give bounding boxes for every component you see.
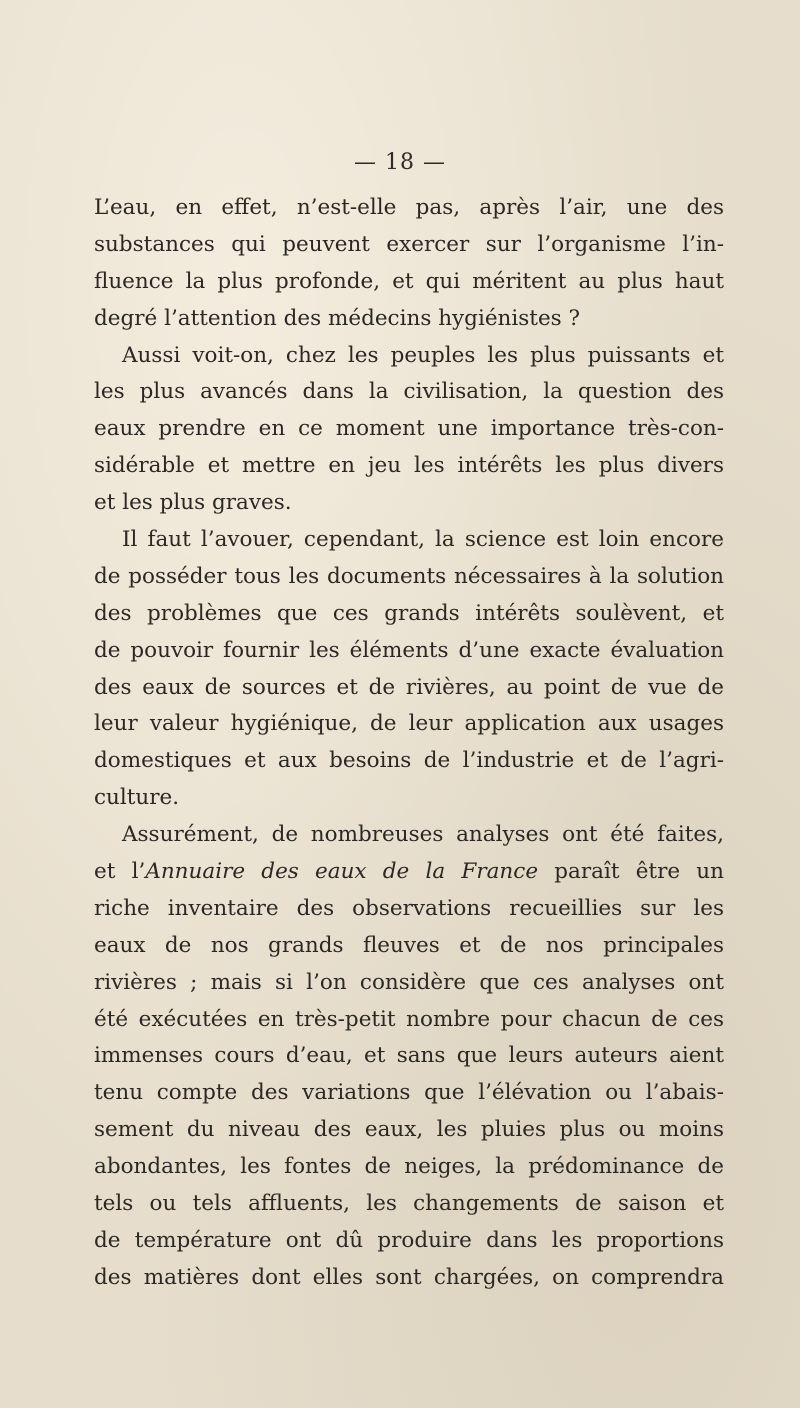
- text-line: sement du niveau des eaux, les pluies plus ou moins: [94, 1117, 724, 1143]
- text-line: des problèmes que ces grands intérêts soulèvent, et: [94, 600, 724, 626]
- text-line: Il faut l’avouer, cependant, la science est loin encore: [122, 527, 724, 553]
- text-fragment: paraît être un: [538, 859, 724, 885]
- text-line: tenu compte des variations que l’élévation ou l’abais-: [94, 1080, 724, 1106]
- text-line: leur valeur hygiénique, de leur application aux usages: [94, 711, 724, 737]
- text-line: domestiques et aux besoins de l’industrie et de l’agri-: [94, 748, 724, 774]
- text-line: culture.: [94, 785, 180, 811]
- book-title: Annuaire des eaux de la France: [145, 859, 539, 885]
- text-line: les plus avancés dans la civilisation, la question des: [94, 379, 724, 405]
- text-line: tels ou tels affluents, les changements de saison et: [94, 1191, 724, 1217]
- text-line: de pouvoir fournir les éléments d’une exacte évaluation: [94, 637, 724, 663]
- text-line: abondantes, les fontes de neiges, la prédominance de: [94, 1154, 724, 1180]
- text-line: eaux prendre en ce moment une importance très-con-: [94, 416, 724, 442]
- text-line: degré l’attention des médecins hygiénistes ?: [94, 305, 581, 331]
- text-line: fluence la plus profonde, et qui méritent au plus haut: [94, 268, 724, 294]
- text-line: Assurément, de nombreuses analyses ont été faites,: [122, 822, 724, 848]
- text-line: et les plus graves.: [94, 490, 292, 516]
- text-line: [94, 854, 724, 891]
- text-line: été exécutées en très-petit nombre pour chacun de ces: [94, 1006, 724, 1032]
- text-line: substances qui peuvent exercer sur l’organisme l’in-: [94, 231, 724, 257]
- text-line: de température ont dû produire dans les proportions: [94, 1227, 724, 1253]
- text-line: des eaux de sources et de rivières, au point de vue de: [94, 674, 724, 700]
- text-line: eaux de nos grands fleuves et de nos principales: [94, 932, 724, 958]
- text-fragment: et l’: [94, 859, 146, 885]
- text-line: riche inventaire des observations recueillies sur les: [94, 895, 724, 921]
- text-line: sidérable et mettre en jeu les intérêts les plus divers: [94, 453, 724, 479]
- text-line: des matières dont elles sont chargées, on comprendra: [94, 1264, 724, 1290]
- text-line: L’eau, en effet, n’est-elle pas, après l’air, une des: [94, 195, 724, 220]
- page-number: — 18 —: [354, 150, 446, 175]
- text-line: de posséder tous les documents nécessaires à la solution: [94, 563, 724, 589]
- text-line: rivières ; mais si l’on considère que ces analyses ont: [94, 969, 724, 995]
- body-text: [94, 190, 724, 1297]
- text-line: immenses cours d’eau, et sans que leurs auteurs aient: [94, 1043, 724, 1069]
- text-line: Aussi voit-on, chez les peuples les plus puissants et: [122, 342, 724, 368]
